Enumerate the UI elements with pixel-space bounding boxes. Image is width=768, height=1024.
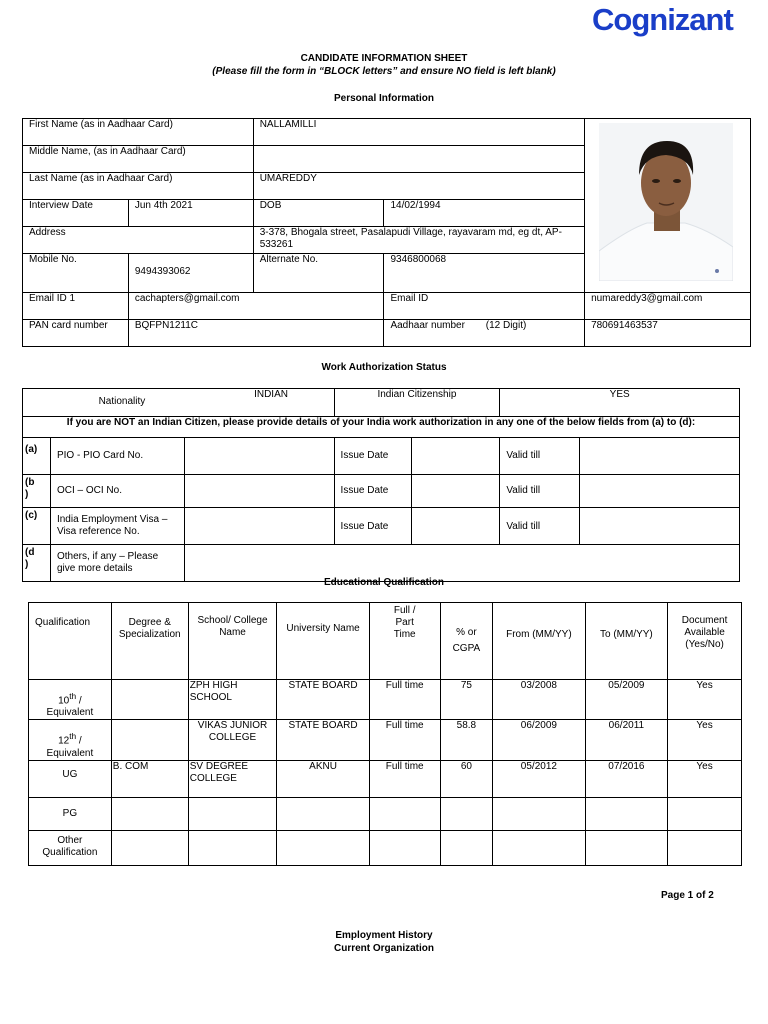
alternate-label: Alternate No. — [253, 254, 384, 293]
interview-date-value[interactable]: Jun 4th 2021 — [128, 200, 253, 227]
aadhaar-digits-note: (12 Digit) — [485, 320, 527, 331]
page-number: Page 1 of 2 — [661, 890, 714, 901]
row-b-key: (b ) — [23, 475, 51, 508]
form-instruction: (Please fill the form in “BLOCK letters” and ensure NO field is left blank) — [212, 66, 556, 77]
degree-12th[interactable] — [111, 720, 188, 760]
time-ug[interactable]: Full time — [369, 760, 440, 797]
col-school: School/ College Name — [188, 603, 277, 680]
address-value[interactable]: 3-378, Bhogala street, Pasalapudi Village, rayavaram md, eg dt, AP-533261 — [253, 227, 584, 254]
doc-12th[interactable]: Yes — [668, 720, 742, 760]
univ-12th[interactable]: STATE BOARD — [277, 720, 369, 760]
oci-issue-label: Issue Date — [334, 475, 412, 508]
to-ug[interactable]: 07/2016 — [585, 760, 668, 797]
pio-issue-label: Issue Date — [334, 438, 412, 475]
others-value[interactable] — [184, 545, 739, 582]
to-other[interactable] — [585, 830, 668, 865]
oci-value[interactable] — [184, 475, 334, 508]
qual-10th-num: 10 — [58, 695, 70, 707]
qual-10th — [29, 680, 112, 720]
middle-name-label: Middle Name, (as in Aadhaar Card) — [23, 146, 254, 173]
aadhaar-label — [384, 320, 585, 347]
pio-label: PIO - PIO Card No. — [50, 438, 184, 475]
row-a-key: (a) — [23, 438, 51, 475]
univ-other[interactable] — [277, 830, 369, 865]
doc-other[interactable] — [668, 830, 742, 865]
nationality-label-cell — [23, 389, 335, 417]
alternate-value[interactable]: 9346800068 — [384, 254, 585, 293]
email1-label: Email ID 1 — [23, 293, 129, 320]
photo-cell — [585, 119, 751, 293]
current-organization-title: Current Organization — [333, 943, 434, 954]
qual-12th-num: 12 — [58, 735, 70, 747]
col-to: To (MM/YY) — [585, 603, 668, 680]
time-pg[interactable] — [369, 797, 440, 830]
time-12th[interactable]: Full time — [369, 720, 440, 760]
aadhaar-label-text: Aadhaar number — [390, 320, 465, 331]
to-10th[interactable]: 05/2009 — [585, 680, 668, 720]
qual-10th-tail: / Equivalent — [46, 695, 94, 719]
doc-ug[interactable]: Yes — [668, 760, 742, 797]
visa-valid-label: Valid till — [500, 508, 580, 545]
pct-ug[interactable]: 60 — [440, 760, 493, 797]
pct-12th[interactable]: 58.8 — [440, 720, 493, 760]
univ-pg[interactable] — [277, 797, 369, 830]
pio-issue-value[interactable] — [412, 438, 500, 475]
qual-10th-sup: th — [69, 691, 77, 701]
qual-12th-sup: th — [69, 731, 77, 742]
mobile-label: Mobile No. — [23, 254, 129, 293]
univ-ug[interactable]: AKNU — [277, 760, 369, 797]
candidate-photo — [599, 123, 733, 281]
citizenship-label: Indian Citizenship — [334, 389, 500, 417]
pio-valid-label: Valid till — [500, 438, 580, 475]
personal-section-title: Personal Information — [333, 93, 434, 104]
to-12th[interactable]: 06/2011 — [585, 720, 668, 760]
visa-value[interactable] — [184, 508, 334, 545]
pio-valid-value[interactable] — [580, 438, 740, 475]
qual-other: Other Qualification — [29, 830, 112, 865]
visa-issue-label: Issue Date — [334, 508, 412, 545]
citizenship-value[interactable]: YES — [500, 389, 740, 417]
row-d-key: (d ) — [23, 545, 51, 582]
col-from: From (MM/YY) — [493, 603, 585, 680]
from-pg[interactable] — [493, 797, 585, 830]
pio-value[interactable] — [184, 438, 334, 475]
time-other[interactable] — [369, 830, 440, 865]
cognizant-logo: Cognizant — [592, 2, 733, 37]
col-university: University Name — [277, 603, 369, 680]
from-ug[interactable]: 05/2012 — [493, 760, 585, 797]
degree-pg[interactable] — [111, 797, 188, 830]
pan-label: PAN card number — [23, 320, 129, 347]
qual-12th — [29, 720, 112, 760]
pct-10th[interactable]: 75 — [440, 680, 493, 720]
col-cgpa: % or CGPA — [440, 603, 493, 680]
nationality-value[interactable]: INDIAN — [254, 389, 288, 400]
last-name-label: Last Name (as in Aadhaar Card) — [23, 173, 254, 200]
col-qualification: Qualification — [29, 603, 112, 680]
email2-value[interactable]: numareddy3@gmail.com — [585, 293, 751, 320]
doc-pg[interactable] — [668, 797, 742, 830]
mobile-value[interactable]: 9494393062 — [128, 254, 253, 293]
email1-value[interactable]: cachapters@gmail.com — [128, 293, 384, 320]
col-degree: Degree & Specialization — [111, 603, 188, 680]
address-label: Address — [23, 227, 254, 254]
visa-valid-value[interactable] — [580, 508, 740, 545]
nationality-label: Nationality — [98, 396, 146, 407]
personal-info-table — [22, 118, 751, 347]
aadhaar-value[interactable]: 780691463537 — [585, 320, 751, 347]
time-10th[interactable]: Full time — [369, 680, 440, 720]
school-ug[interactable]: SV DEGREE COLLEGE — [188, 760, 277, 797]
visa-label: India Employment Visa – Visa reference No. — [50, 508, 184, 545]
from-other[interactable] — [493, 830, 585, 865]
qual-12th-tail: / Equivalent — [46, 735, 94, 759]
row-c-key: (c) — [23, 508, 51, 545]
school-other[interactable] — [188, 830, 277, 865]
degree-10th[interactable] — [111, 680, 188, 720]
from-12th[interactable]: 06/2009 — [493, 720, 585, 760]
qual-ug: UG — [29, 760, 112, 797]
school-12th[interactable]: VIKAS JUNIOR COLLEGE — [188, 720, 277, 760]
employment-history-title: Employment History — [335, 930, 433, 941]
dob-label: DOB — [253, 200, 384, 227]
dob-value[interactable]: 14/02/1994 — [384, 200, 585, 227]
pct-other[interactable] — [440, 830, 493, 865]
form-title: CANDIDATE INFORMATION SHEET — [300, 53, 468, 64]
univ-10th[interactable]: STATE BOARD — [277, 680, 369, 720]
work-auth-table — [22, 388, 740, 582]
col-time: Full / Part Time — [369, 603, 440, 680]
pan-value[interactable]: BQFPN1211C — [128, 320, 384, 347]
school-10th[interactable]: ZPH HIGH SCHOOL — [188, 680, 277, 720]
first-name-value[interactable]: NALLAMILLI — [253, 119, 584, 146]
work-auth-note: If you are NOT an Indian Citizen, please provide details of your India work authorization in any one of the below fields from (a) to (d): — [23, 417, 740, 438]
education-table — [28, 602, 742, 866]
school-pg[interactable] — [188, 797, 277, 830]
oci-label: OCI – OCI No. — [50, 475, 184, 508]
degree-ug[interactable]: B. COM — [111, 760, 188, 797]
doc-10th[interactable]: Yes — [668, 680, 742, 720]
oci-valid-label: Valid till — [500, 475, 580, 508]
col-document: Document Available (Yes/No) — [668, 603, 742, 680]
to-pg[interactable] — [585, 797, 668, 830]
others-label: Others, if any – Please give more details — [50, 545, 184, 582]
pct-pg[interactable] — [440, 797, 493, 830]
first-name-label: First Name (as in Aadhaar Card) — [23, 119, 254, 146]
work-section-title: Work Authorization Status — [321, 362, 447, 373]
last-name-value[interactable]: UMAREDDY — [253, 173, 584, 200]
middle-name-value[interactable] — [253, 146, 584, 173]
email2-label: Email ID — [384, 293, 585, 320]
oci-valid-value[interactable] — [580, 475, 740, 508]
visa-issue-value[interactable] — [412, 508, 500, 545]
education-section-title: Educational Qualification — [323, 577, 444, 588]
oci-issue-value[interactable] — [412, 475, 500, 508]
interview-date-label: Interview Date — [23, 200, 129, 227]
from-10th[interactable]: 03/2008 — [493, 680, 585, 720]
degree-other[interactable] — [111, 830, 188, 865]
qual-pg: PG — [29, 797, 112, 830]
